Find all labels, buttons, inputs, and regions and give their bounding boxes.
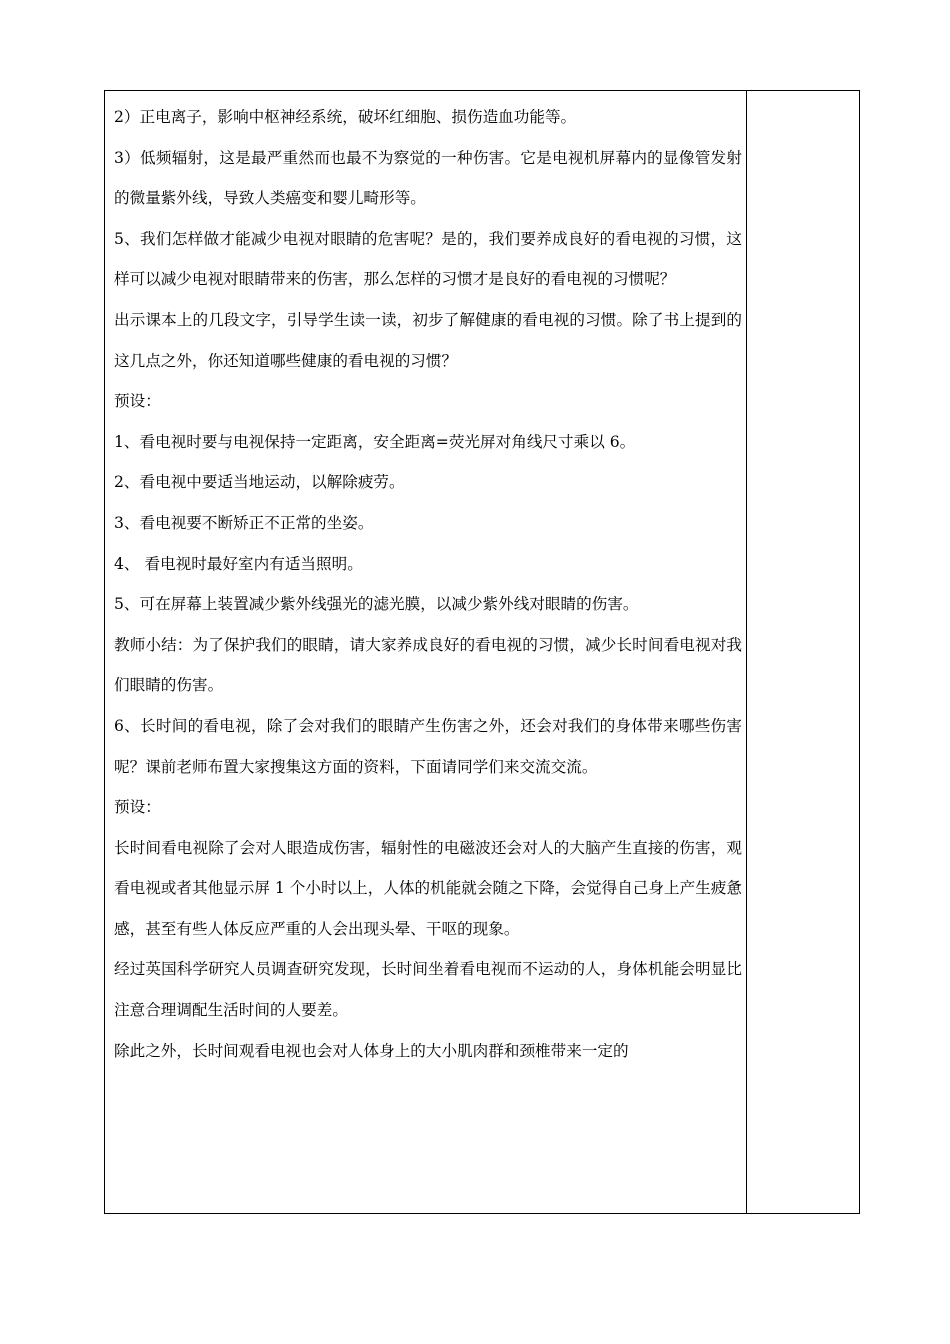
lesson-table — [104, 90, 860, 1214]
notes-cell — [747, 91, 859, 1213]
paragraph-10: 5、可在屏幕上装置减少紫外线强光的滤光膜，以减少紫外线对眼睛的伤害。 — [114, 595, 639, 614]
paragraph-7: 2、看电视中要适当地运动，以解除疲劳。 — [114, 473, 405, 492]
paragraph-5: 预设： — [114, 392, 161, 411]
paragraph-11: 教师小结：为了保护我们的眼睛，请大家养成良好的看电视的习惯，减少长时间看电视对我们眼睛的伤害。 — [114, 635, 742, 695]
paragraph-16: 除此之外，长时间观看电视也会对人体身上的大小肌肉群和颈椎带来一定的 — [114, 1041, 629, 1060]
paragraph-13: 预设： — [114, 798, 161, 817]
paragraph-4: 出示课本上的几段文字，引导学生读一读，初步了解健康的看电视的习惯。除了书上提到的这几点之外，你还知道哪些健康的看电视的习惯？ — [114, 310, 742, 370]
paragraph-2: 3）低频辐射，这是最严重然而也最不为察觉的一种伤害。它是电视机屏幕内的显像管发射的微量紫外线，导致人类癌变和婴儿畸形等。 — [114, 148, 742, 208]
paragraph-1: 2）正电离子，影响中枢神经系统，破坏红细胞、损伤造血功能等。 — [114, 108, 577, 126]
paragraph-12: 6、长时间的看电视，除了会对我们的眼睛产生伤害之外，还会对我们的身体带来哪些伤害呢？课前老师布置大家搜集这方面的资料，下面请同学们来交流交流。 — [114, 716, 742, 776]
paragraph-3: 5、我们怎样做才能减少电视对眼睛的危害呢？是的，我们要养成良好的看电视的习惯，这样可以减少电视对眼睛带来的伤害，那么怎样的习惯才是良好的看电视的习惯呢？ — [114, 229, 742, 289]
paragraph-15: 经过英国科学研究人员调查研究发现，长时间坐着看电视而不运动的人，身体机能会明显比注意合理调配生活时间的人要差。 — [114, 960, 742, 1020]
paragraph-8: 3、看电视要不断矫正不正常的坐姿。 — [114, 513, 374, 532]
paragraph-6: 1、看电视时要与电视保持一定距离，安全距离=荧光屏对角线尺寸乘以 6。 — [114, 432, 636, 451]
paragraph-9: 4、 看电视时最好室内有适当照明。 — [114, 554, 363, 573]
content-cell — [105, 91, 747, 1213]
paragraph-14: 长时间看电视除了会对人眼造成伤害，辐射性的电磁波还会对人的大脑产生直接的伤害，观看电视或者其他显示屏 1 个小时以上，人体的机能就会随之下降，会觉得自己身上产生疲惫感，甚至有些人体反应严重的人会出现头晕、干呕的现象。 — [114, 838, 742, 938]
